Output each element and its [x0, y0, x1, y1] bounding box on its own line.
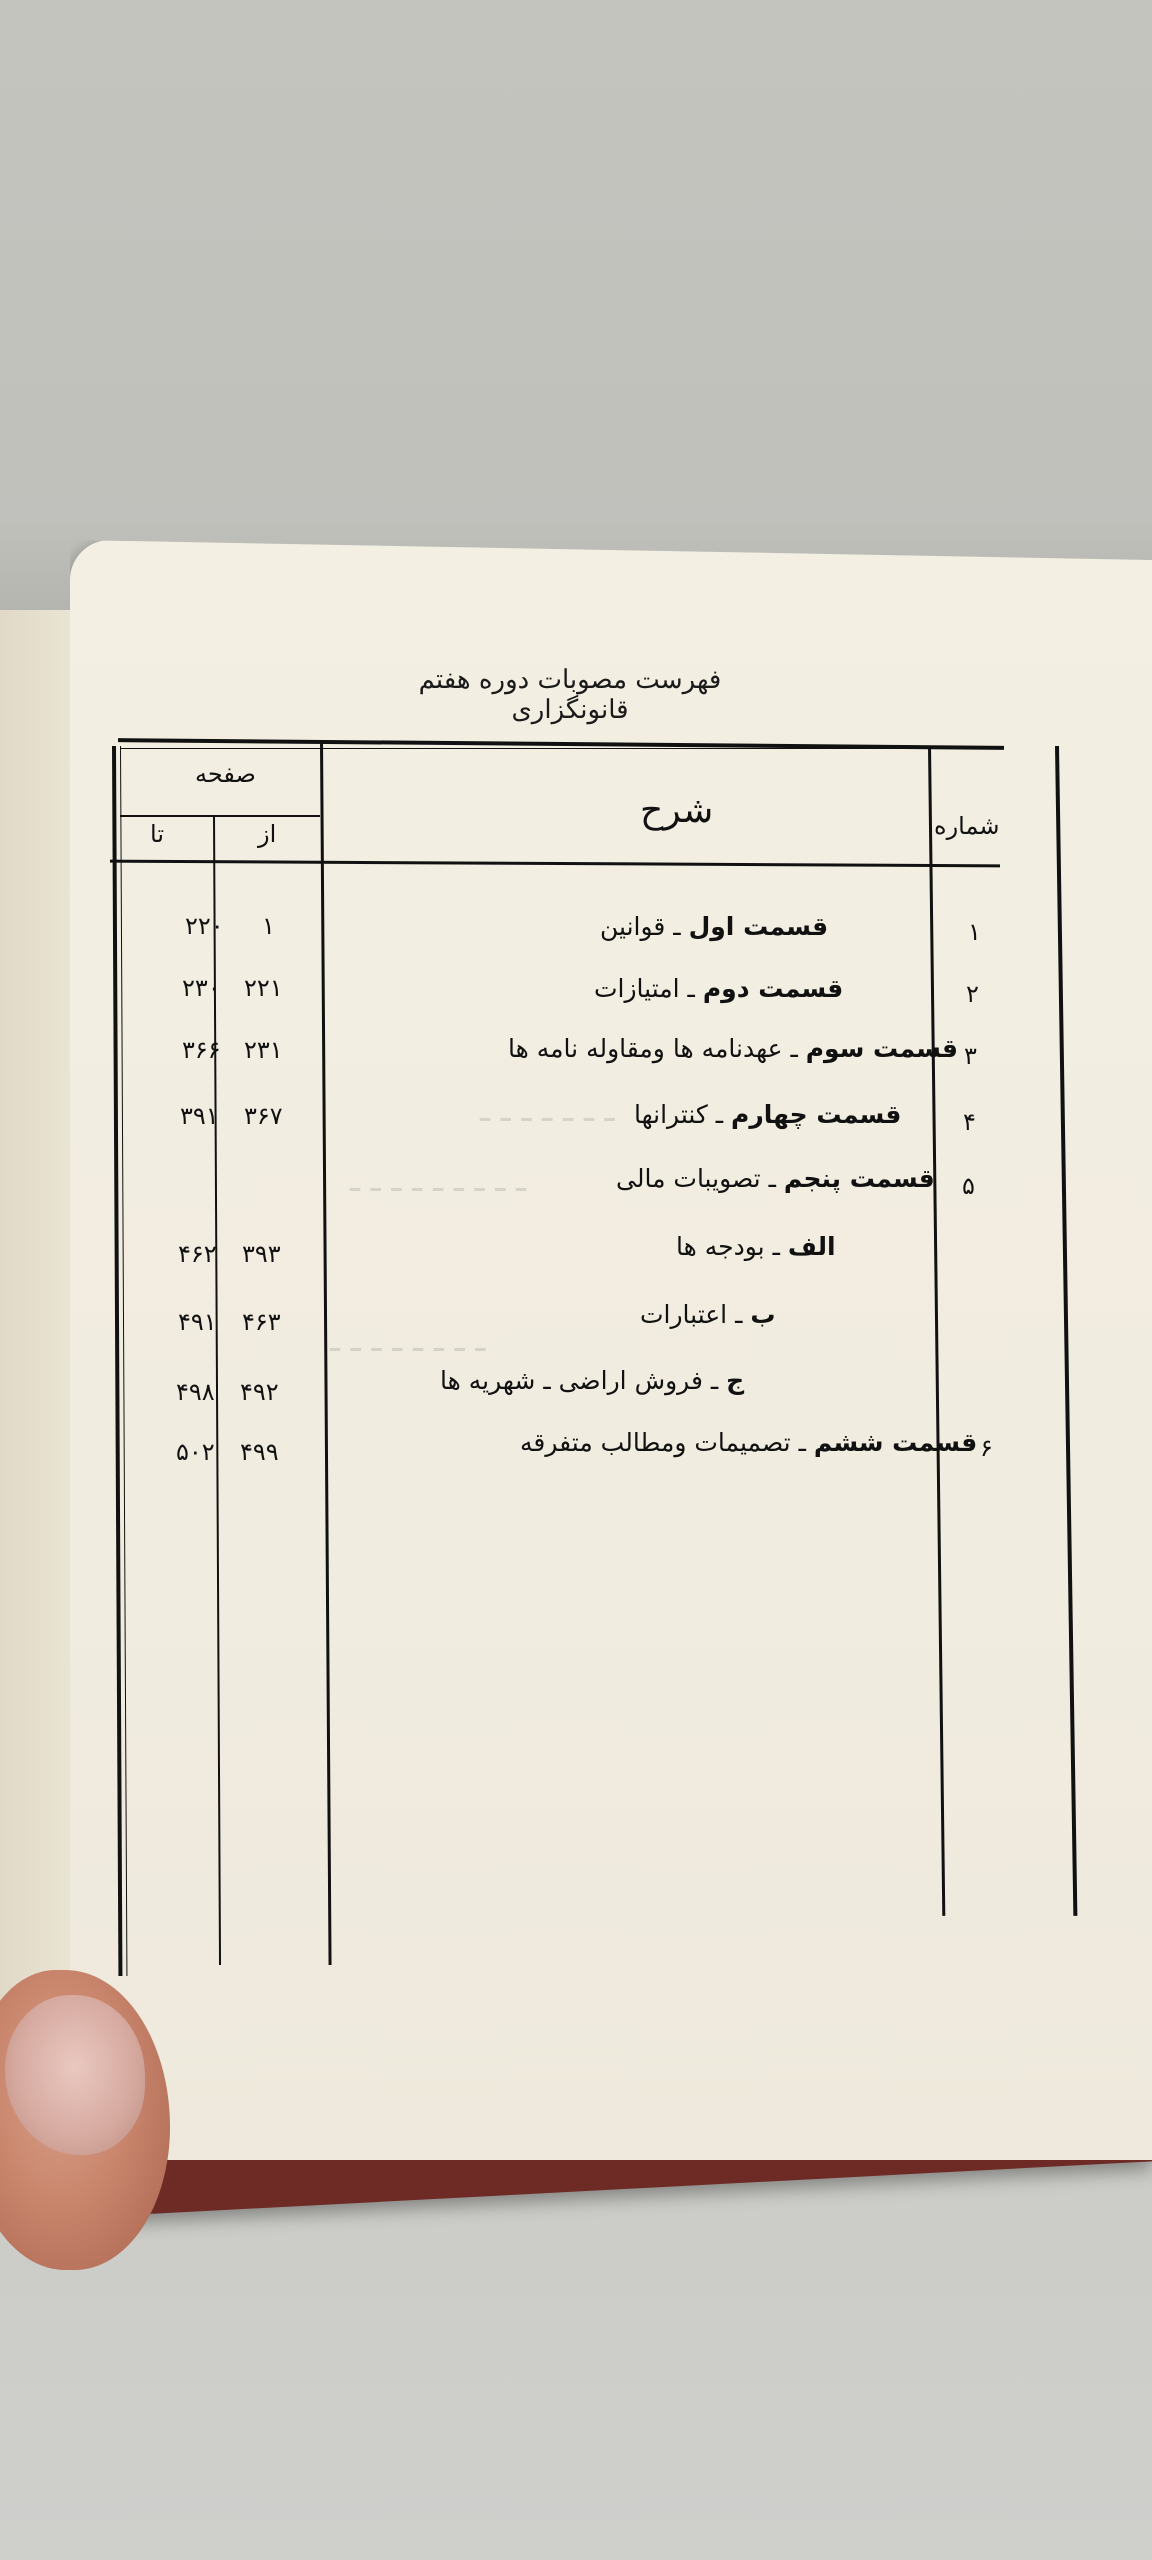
row-from: ۴۹۲ — [240, 1378, 279, 1406]
row-from: ۱ — [262, 912, 275, 940]
table-row: الف ـ بودجه ها — [676, 1232, 836, 1261]
header-to: تا — [150, 820, 164, 848]
table-border-top-inner — [120, 748, 1004, 749]
row-to: ۲۲۰ — [185, 912, 224, 940]
row-title: ب — [750, 1300, 776, 1329]
row-number: ۴ — [963, 1108, 976, 1136]
table-row: قسمت چهارم ـ کنترانها — [634, 1100, 902, 1129]
row-title: قسمت ششم — [813, 1428, 978, 1457]
row-subtitle: اعتبارات — [640, 1300, 728, 1329]
row-from: ۴۶۳ — [242, 1308, 281, 1336]
header-number: شماره — [934, 812, 1000, 840]
header-page: صفحه — [195, 760, 256, 788]
bleed-through-text: ـ ـ ـ ـ ـ ـ ـ ـ — [330, 1320, 486, 1360]
table-row: قسمت دوم ـ امتیازات — [594, 974, 844, 1003]
row-to: ۴۹۸ — [176, 1378, 215, 1406]
row-to: ۳۶۶ — [182, 1036, 221, 1064]
table-row: قسمت ششم ـ تصمیمات ومطالب متفرقه — [520, 1428, 978, 1457]
row-from: ۲۲۱ — [244, 974, 283, 1002]
row-number: ۵ — [962, 1172, 975, 1200]
row-to: ۳۹۱ — [180, 1102, 219, 1130]
row-subtitle: فروش اراضی ـ شهریه ها — [440, 1366, 703, 1395]
row-title: قسمت دوم — [702, 974, 844, 1003]
page-title: فهرست مصوبات دوره هفتم قانونگزاری — [418, 665, 722, 725]
row-subtitle: کنترانها — [634, 1100, 708, 1129]
row-subtitle: تصمیمات ومطالب متفرقه — [520, 1428, 791, 1457]
row-title: ج — [726, 1366, 745, 1395]
row-title: قسمت اول — [688, 912, 829, 941]
row-from: ۳۹۳ — [242, 1240, 281, 1268]
row-from: ۲۳۱ — [244, 1036, 283, 1064]
row-to: ۴۶۲ — [178, 1240, 217, 1268]
row-title: قسمت چهارم — [731, 1100, 902, 1129]
table-row: قسمت اول ـ قوانین — [600, 912, 829, 941]
row-to: ۵۰۲ — [176, 1438, 215, 1466]
row-title: قسمت پنجم — [783, 1164, 935, 1193]
table-row: ب ـ اعتبارات — [640, 1300, 776, 1329]
row-number: ۲ — [966, 980, 979, 1008]
row-to: ۲۳۰ — [182, 974, 221, 1002]
row-subtitle: قوانین — [600, 912, 666, 941]
row-number: ۶ — [980, 1434, 993, 1462]
table-row: قسمت سوم ـ عهدنامه ها ومقاوله نامه ها — [508, 1034, 959, 1063]
row-from: ۴۹۹ — [240, 1438, 279, 1466]
row-number: ۳ — [964, 1042, 977, 1070]
row-title: الف — [787, 1232, 836, 1261]
row-subtitle: عهدنامه ها ومقاوله نامه ها — [508, 1034, 783, 1063]
row-subtitle: بودجه ها — [676, 1232, 765, 1261]
row-subtitle: امتیازات — [594, 974, 680, 1003]
table-row: قسمت پنجم ـ تصویبات مالی — [616, 1164, 935, 1193]
page-subheader-rule — [120, 815, 320, 817]
bleed-through-text: ـ ـ ـ ـ ـ ـ ـ ـ ـ — [350, 1160, 527, 1200]
table-row: ج ـ فروش اراضی ـ شهریه ها — [440, 1366, 745, 1395]
bleed-through-text: ـ ـ ـ ـ ـ ـ ـ — [480, 1090, 615, 1130]
header-from: از — [258, 820, 277, 848]
row-title: قسمت سوم — [805, 1034, 959, 1063]
row-from: ۳۶۷ — [244, 1102, 283, 1130]
row-subtitle: تصویبات مالی — [616, 1164, 761, 1193]
row-number: ۱ — [968, 918, 981, 946]
header-description: شرح — [640, 790, 714, 831]
row-to: ۴۹۱ — [178, 1308, 217, 1336]
